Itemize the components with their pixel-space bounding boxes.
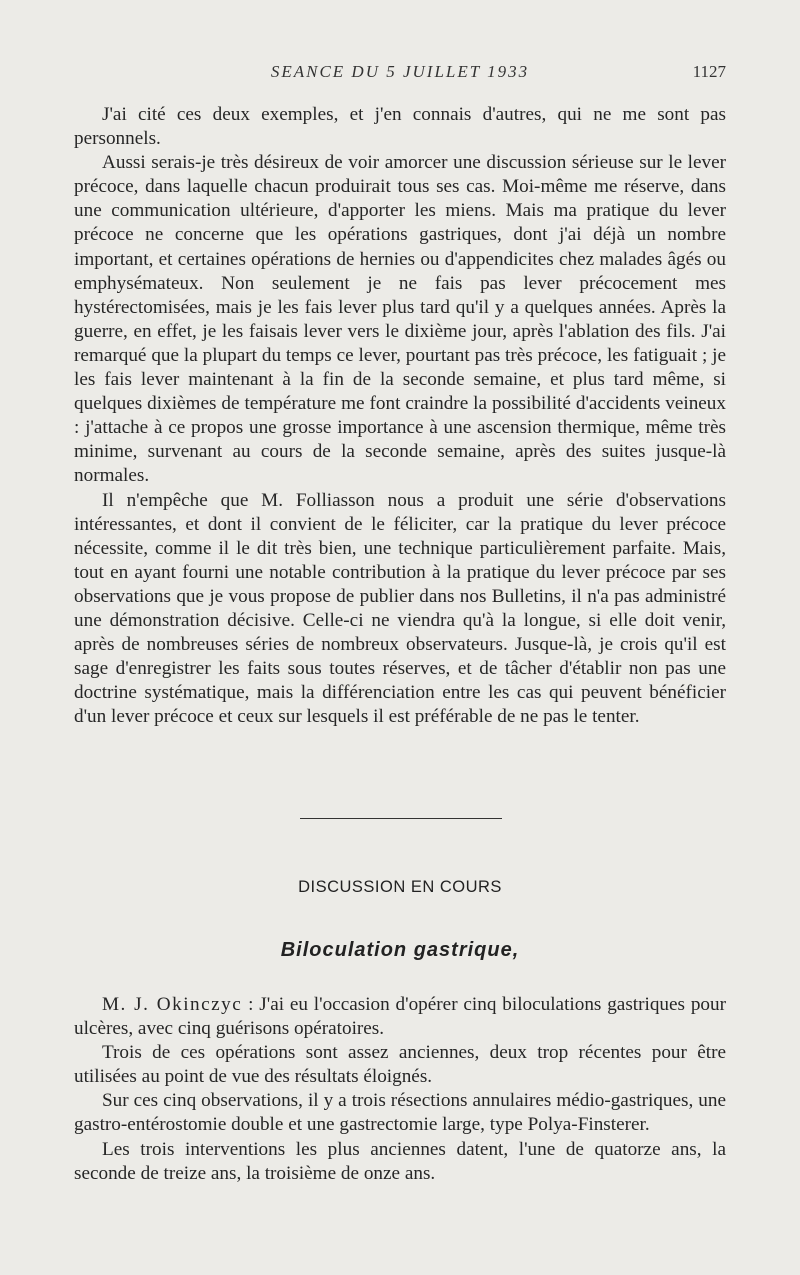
paragraph: Sur ces cinq observations, il y a trois résections annulaires médio-gastriques, une gastro-entérostomie double et une gastrectomie large, type Polya-Finsterer.	[74, 1090, 726, 1136]
paragraph: J'ai cité ces deux exemples, et j'en connais d'autres, qui ne me sont pas personnels.	[74, 104, 726, 150]
running-head	[74, 62, 726, 86]
paragraph: Aussi serais-je très désireux de voir amorcer une discussion sérieuse sur le lever précoce, dans laquelle chacun produirait tous ses cas. Moi-même me réserve, dans une communication ultérieure, d'apporter les miens. Mais ma pratique du lever précoce ne concerne que les opérations gastriques, dont j'ai déjà un nombre important, et certaines opérations de hernies ou d'appendicites chez malades âgés ou emphysémateux. Non seulement je ne fais pas lever précocement mes hystérectomisées, mais je les fais lever plus tard qu'il y a quelques années. Après la guerre, en effet, je les faisais lever vers le dixième jour, après l'ablation des fils. J'ai remarqué que la plupart du temps ce lever, pourtant pas très précoce, les fatiguait ; je les fais lever maintenant à la fin de la seconde semaine, et plus tard même, si quelques dixièmes de température me font craindre la possibilité d'accidents veineux : j'attache à ce propos une grosse importance à une ascension thermique, même très minime, survenant au cours de la seconde semaine, après des suites jusque-là normales.	[74, 152, 726, 487]
discussion-text	[74, 993, 726, 1186]
speaker-name: M. J. Okinczyc	[102, 994, 243, 1015]
subject-title: Biloculation gastrique,	[280, 939, 520, 961]
running-title: SEANCE DU 5 JUILLET 1933	[270, 62, 530, 81]
section-heading: DISCUSSION EN COURS	[298, 878, 502, 896]
intro-text	[74, 103, 726, 729]
paragraph: Les trois interventions les plus anciennes datent, l'une de quatorze ans, la seconde de treize ans, la troisième de onze ans.	[74, 1138, 726, 1184]
section-divider	[300, 818, 502, 819]
page-number: 1127	[692, 62, 726, 81]
paragraph: Il n'empêche que M. Folliasson nous a produit une série d'observations intéressantes, et dont il convient de le féliciter, car la pratique du lever précoce nécessite, comme il le dit très bien, une technique particulièrement parfaite. Mais, tout en ayant fourni une notable contribution à la pratique du lever précoce par ses observations que je vous propose de publier dans nos Bulletins, il n'a pas administré une démonstration décisive. Celle-ci ne viendra qu'à la longue, si elle doit venir, après de nombreuses séries de nombreux observateurs. Jusque-là, je crois qu'il est sage d'enregistrer les faits sous toutes réserves, et de tâcher d'établir non pas une doctrine systématique, mais la différenciation entre les cas qui peuvent bénéficier d'un lever précoce et ceux sur lesquels il est préférable de ne pas le tenter.	[74, 489, 726, 728]
paragraph: Trois de ces opérations sont assez anciennes, deux trop récentes pour être utilisées au point de vue des résultats éloignés.	[74, 1042, 726, 1088]
paragraph	[74, 993, 726, 1041]
paragraph-text: : J'ai eu l'occasion d'opérer cinq biloculations gastriques pour ulcères, avec cinq guérisons opératoires.	[74, 994, 727, 1040]
